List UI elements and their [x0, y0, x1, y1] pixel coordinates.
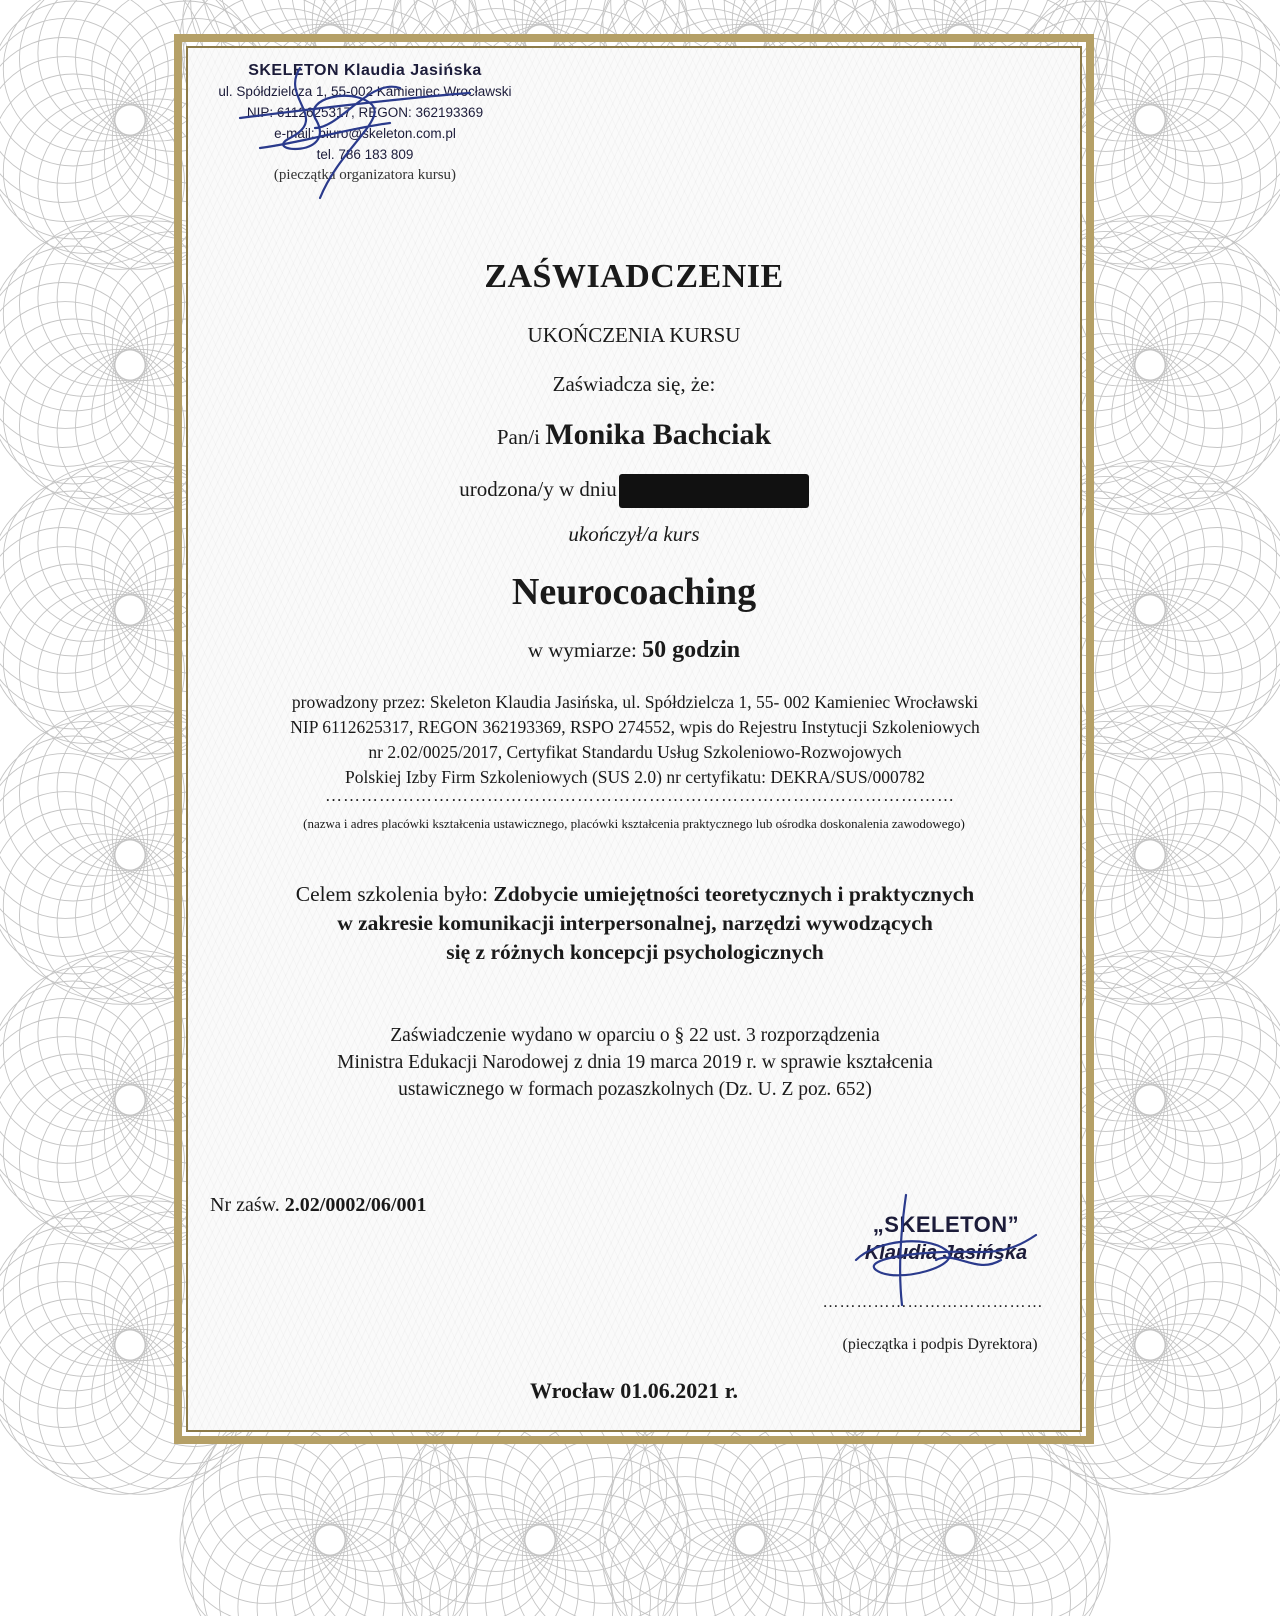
organizer-details-line-2: NIP 6112625317, REGON 362193369, RSPO 274552, wpis do Rejestru Instytucji Szkoleniowych: [290, 717, 980, 737]
certifies-text: Zaświadcza się, że:: [552, 372, 716, 396]
certificate-number: [210, 1194, 426, 1217]
born-label: urodzona/y w dniu: [459, 476, 617, 501]
legal-line-2: Ministra Edukacji Narodowej z dnia 19 marca 2019 r. w sprawie kształcenia: [337, 1052, 933, 1073]
course-name: Neurocoaching: [511, 571, 757, 613]
course-goal: [200, 880, 1070, 967]
organizer-stamp-address: ul. Spółdzielcza 1, 55-002 Kamieniec Wrocławski: [218, 84, 512, 99]
certificate-number-value: 2.02/0002/06/001: [284, 1194, 427, 1216]
legal-basis: [220, 1022, 1050, 1103]
recipient-name: Monika Bachciak: [545, 418, 772, 451]
organizer-dotted-line: ……………………………………………………………………………………………: [325, 786, 955, 805]
signature-caption: (pieczątka i podpis Dyrektora): [842, 1336, 1038, 1353]
certificate-subtitle: UKOŃCZENIA KURSU: [527, 323, 741, 347]
goal-line-1: Zdobycie umiejętności teoretycznych i praktycznych: [493, 882, 975, 906]
name-prefix: Pan/i: [496, 425, 541, 449]
hours-value: 50 godzin: [642, 637, 741, 663]
certificate-title: ZAŚWIADCZENIE: [484, 258, 784, 295]
legal-line-3: ustawicznego w formach pozaszkolnych (Dz. U. Z poz. 652): [398, 1079, 872, 1100]
goal-label: Celem szkolenia było:: [295, 882, 488, 906]
organizer-details-line-3: nr 2.02/0025/2017, Certyfikat Standardu Usług Szkoleniowo-Rozwojowych: [368, 742, 902, 762]
organizer-stamp-email: e-mail: biuro@skeleton.com.pl: [274, 126, 456, 141]
director-stamp: [826, 1212, 1066, 1265]
organizer-stamp: [200, 60, 530, 186]
organizer-stamp-ids: NIP: 6112625317, REGON: 362193369: [246, 105, 484, 120]
recipient-line: [186, 418, 1082, 452]
director-stamp-person: Klaudia Jasińska: [864, 1242, 1028, 1264]
goal-line-3: się z różnych koncepcji psychologicznych: [446, 940, 824, 964]
goal-line-2: w zakresie komunikacji interpersonalnej, narzędzi wywodzących: [337, 911, 933, 935]
organizer-stamp-caption: (pieczątka organizatora kursu): [273, 167, 457, 183]
organizer-caption: (nazwa i adres placówki kształcenia ustawicznego, placówki kształcenia praktycznego lub ośrodka doskonalenia zawodowego): [303, 816, 965, 831]
signature-dotted-line: …………………………………: [822, 1294, 1044, 1311]
organizer-details-line-1: prowadzony przez: Skeleton Klaudia Jasińska, ul. Spółdzielcza 1, 55- 002 Kamieniec Wrocławski: [291, 692, 979, 712]
place-and-date: Wrocław 01.06.2021 r.: [530, 1378, 738, 1403]
course-hours-line: [186, 637, 1082, 664]
organizer-details-line-4: Polskiej Izby Firm Szkoleniowych (SUS 2.0) nr certyfikatu: DEKRA/SUS/000782: [345, 767, 925, 787]
hours-label: w wymiarze:: [527, 638, 637, 662]
certificate-number-label: Nr zaśw.: [210, 1194, 280, 1216]
redacted-birth-date: [619, 474, 809, 508]
birth-date-line: [186, 474, 1082, 508]
director-stamp-company: „SKELETON”: [872, 1212, 1020, 1237]
organizer-stamp-phone: tel. 786 183 809: [316, 147, 414, 162]
organizer-details: [210, 690, 1060, 790]
organizer-stamp-name: SKELETON Klaudia Jasińska: [248, 62, 482, 79]
completed-label: ukończył/a kurs: [568, 522, 700, 546]
legal-line-1: Zaświadczenie wydano w oparciu o § 22 ust. 3 rozporządzenia: [390, 1025, 880, 1046]
